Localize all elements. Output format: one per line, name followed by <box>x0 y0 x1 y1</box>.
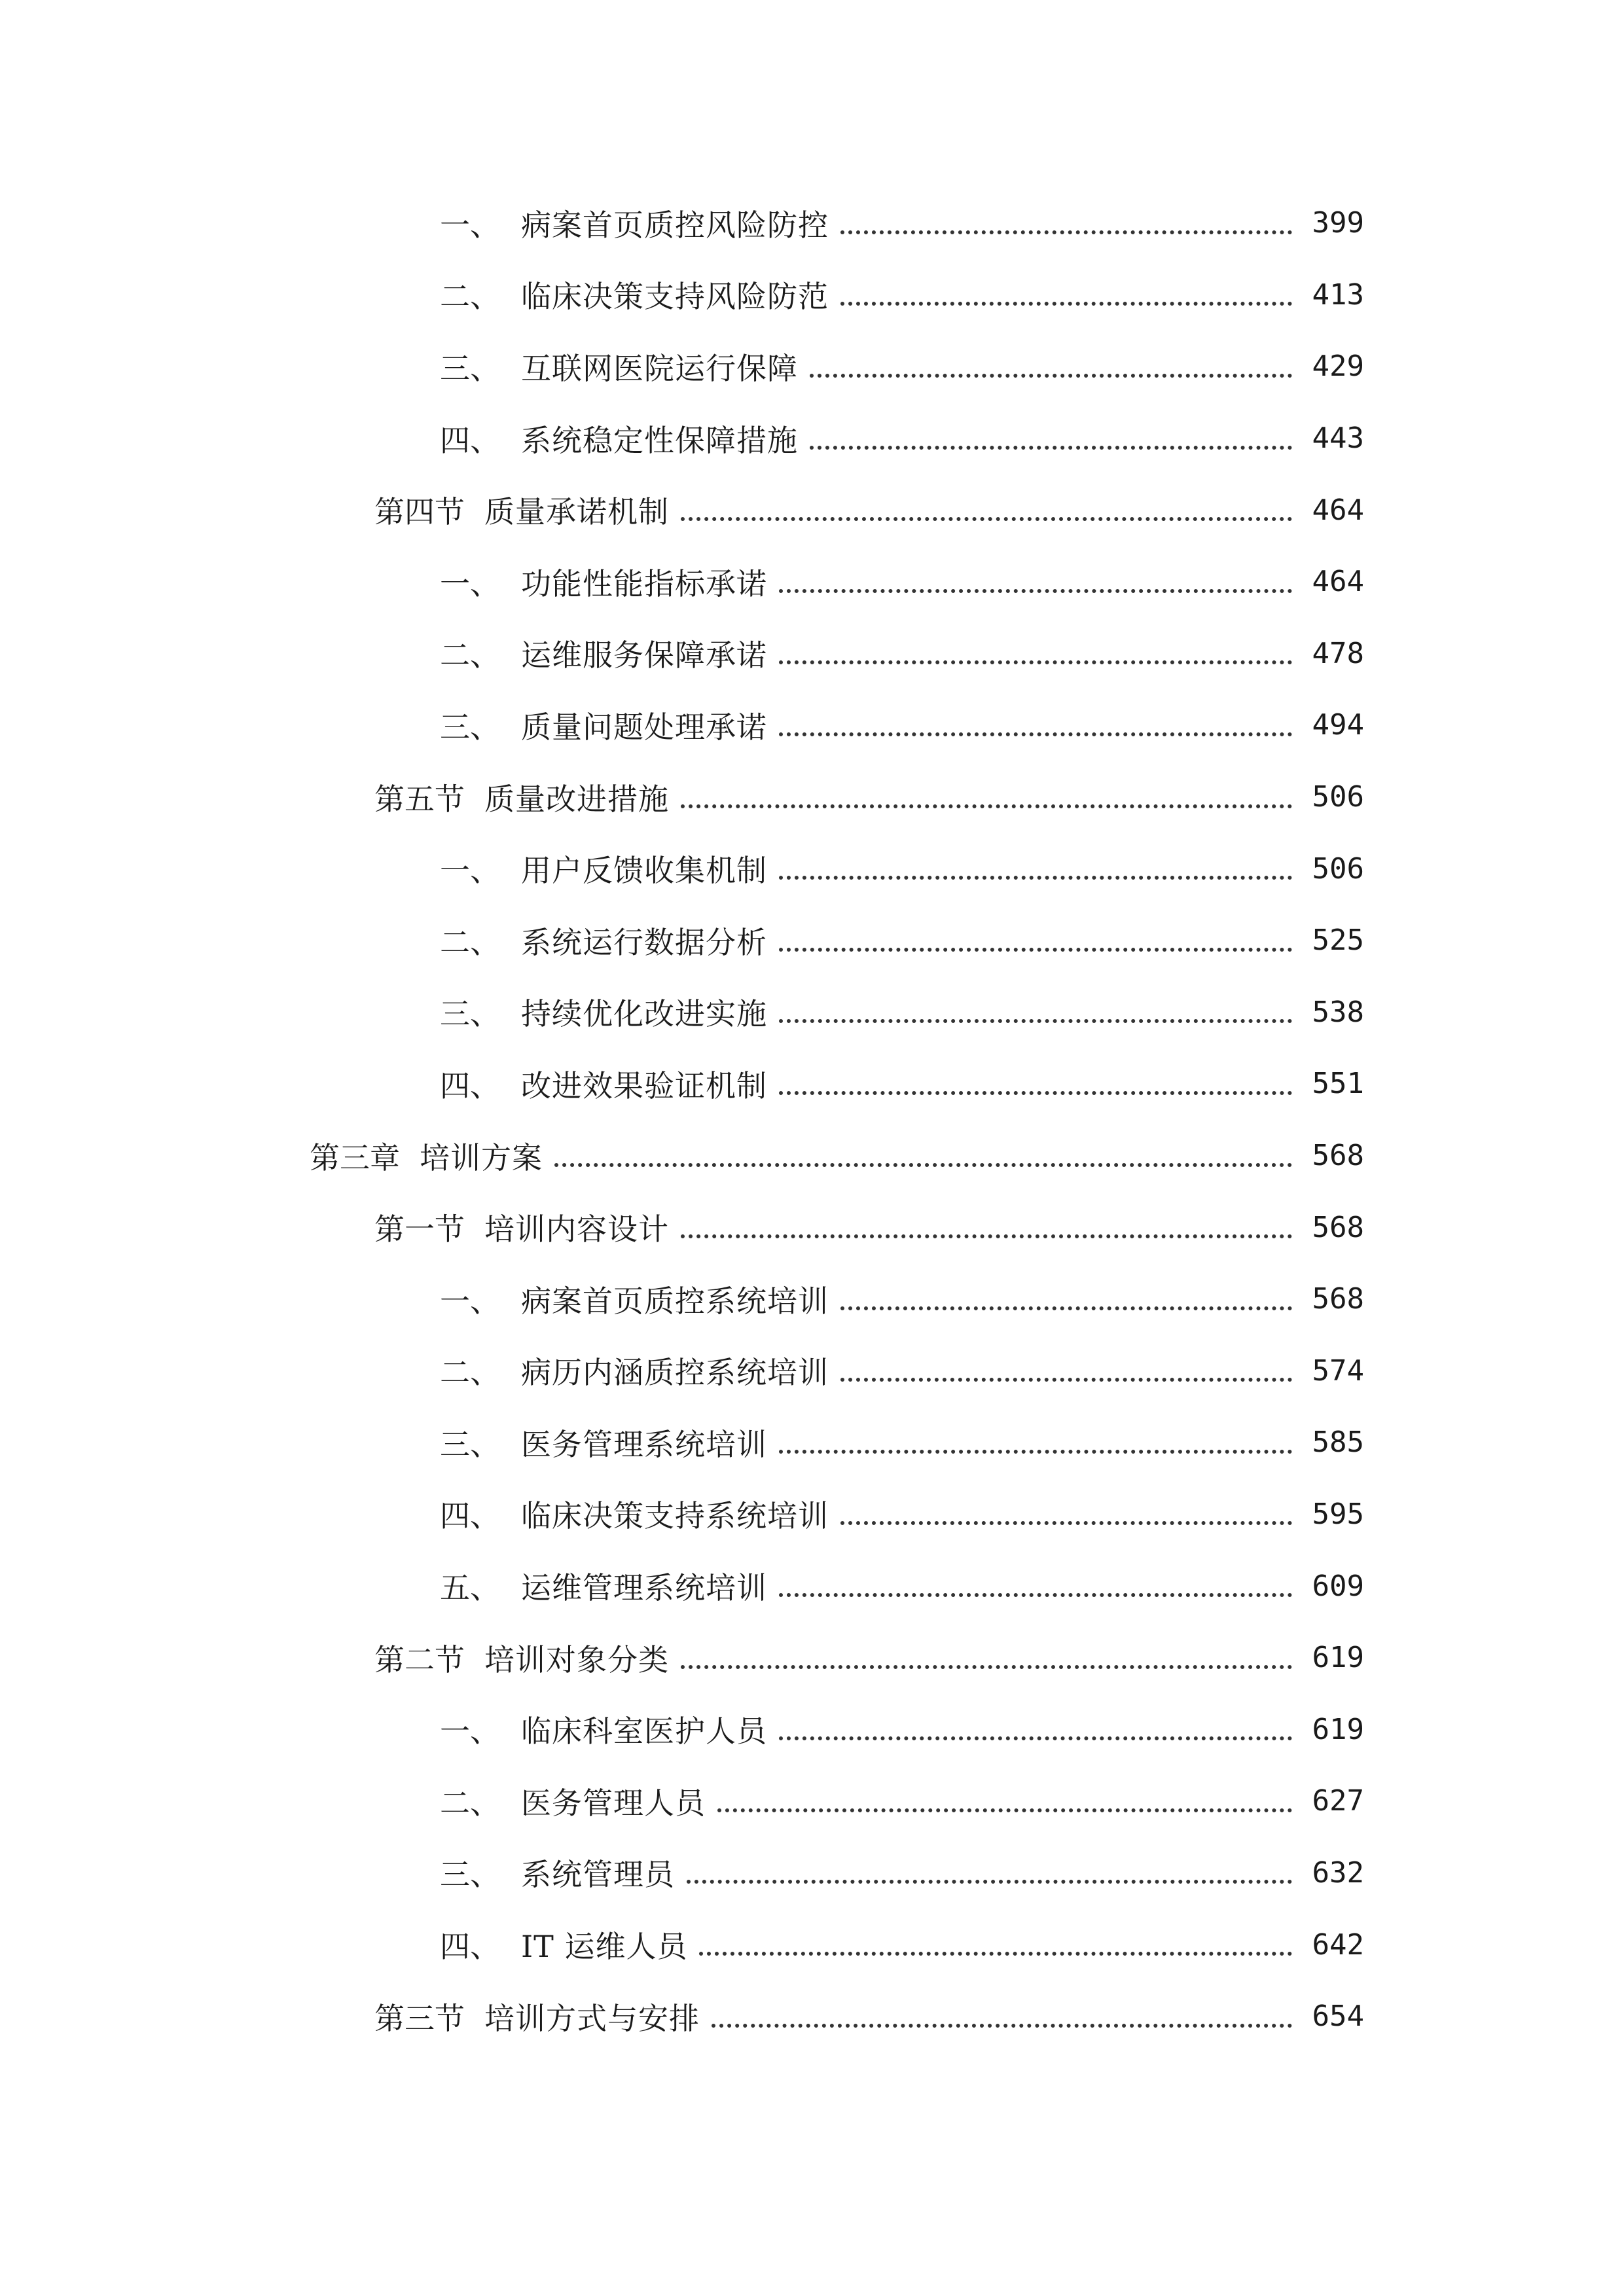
toc-entry-title: 质量改进措施 <box>484 781 669 817</box>
toc-page-number: 494 <box>1312 708 1364 742</box>
toc-entry-number: 二、 <box>440 1355 500 1391</box>
toc-dot-leader <box>554 1163 1292 1167</box>
toc-dot-leader <box>699 1952 1292 1956</box>
toc-dot-leader <box>779 1091 1292 1095</box>
toc-dot-leader <box>840 302 1292 306</box>
toc-page-number: 619 <box>1312 1712 1364 1746</box>
toc-entry <box>0 1693 1624 1765</box>
toc-entry <box>0 1765 1624 1837</box>
toc-entry <box>0 761 1624 833</box>
toc-entry-title: 培训方式与安排 <box>484 2000 700 2036</box>
toc-dot-leader <box>717 1808 1292 1812</box>
toc-page-number: 506 <box>1312 852 1364 886</box>
toc-entry-number: 第五节 <box>374 781 465 817</box>
toc-entry-number: 二、 <box>440 1785 500 1821</box>
toc-entry-title: IT 运维人员 <box>521 1929 688 1965</box>
toc-entry-title: 培训内容设计 <box>484 1211 669 1247</box>
toc-entry <box>0 1120 1624 1192</box>
toc-dot-leader <box>779 1450 1292 1454</box>
toc-page-number: 429 <box>1312 350 1364 384</box>
toc-entry <box>0 618 1624 690</box>
toc-entry-number: 一、 <box>440 207 500 243</box>
toc-page-number: 609 <box>1312 1569 1364 1603</box>
toc-entry-title: 用户反馈收集机制 <box>521 853 767 889</box>
toc-entry-number: 二、 <box>440 279 500 315</box>
toc-dot-leader <box>687 1880 1292 1884</box>
toc-entry <box>0 187 1624 259</box>
toc-page-number: 627 <box>1312 1784 1364 1818</box>
toc-dot-leader <box>681 1234 1292 1238</box>
toc-dot-leader <box>840 230 1292 234</box>
toc-page-number: 551 <box>1312 1067 1364 1101</box>
toc-entry <box>0 833 1624 905</box>
toc-page-number: 642 <box>1312 1928 1364 1962</box>
toc-entry-title: 互联网医院运行保障 <box>521 350 798 386</box>
toc-entry-number: 五、 <box>440 1570 500 1606</box>
toc-page-number: 574 <box>1312 1354 1364 1388</box>
toc-dot-leader <box>712 2024 1292 2028</box>
toc-entry <box>0 977 1624 1049</box>
toc-page-number: 619 <box>1312 1641 1364 1675</box>
toc-dot-leader <box>840 1521 1292 1525</box>
toc-entry-title: 病案首页质控风险防控 <box>521 207 829 243</box>
toc-entry <box>0 1048 1624 1120</box>
toc-entry <box>0 1837 1624 1909</box>
toc-entry-number: 第一节 <box>374 1211 465 1247</box>
toc-entry-title: 质量承诺机制 <box>484 494 669 530</box>
toc-dot-leader <box>779 660 1292 664</box>
toc-page-number: 443 <box>1312 422 1364 456</box>
toc-entry-number: 一、 <box>440 565 500 601</box>
toc-entry <box>0 259 1624 331</box>
toc-page-number: 464 <box>1312 493 1364 527</box>
toc-page-number: 464 <box>1312 565 1364 599</box>
toc-entry <box>0 905 1624 977</box>
toc-entry-number: 三、 <box>440 1857 500 1893</box>
toc-entry-number: 三、 <box>440 996 500 1032</box>
toc-entry-title: 病历内涵质控系统培训 <box>521 1355 829 1391</box>
toc-entry-number: 三、 <box>440 350 500 386</box>
toc-entry-title: 医务管理人员 <box>521 1785 706 1821</box>
toc-entry-number: 第三节 <box>374 2000 465 2036</box>
toc-entry-title: 培训方案 <box>420 1139 543 1175</box>
toc-entry <box>0 1335 1624 1407</box>
toc-page-number: 654 <box>1312 2000 1364 2034</box>
toc-entry-number: 一、 <box>440 853 500 889</box>
toc-entry <box>0 1981 1624 2053</box>
toc-entry-number: 一、 <box>440 1283 500 1319</box>
toc-dot-leader <box>779 1736 1292 1740</box>
toc-page-number: 568 <box>1312 1139 1364 1173</box>
toc-entry-number: 四、 <box>440 422 500 458</box>
toc-page-number: 478 <box>1312 636 1364 670</box>
toc-entry-number: 三、 <box>440 1426 500 1462</box>
toc-entry <box>0 331 1624 403</box>
toc-entry <box>0 546 1624 618</box>
toc-page-number: 538 <box>1312 995 1364 1029</box>
toc-entry-title: 病案首页质控系统培训 <box>521 1283 829 1319</box>
toc-entry-title: 质量问题处理承诺 <box>521 709 767 745</box>
toc-entry-title: 系统稳定性保障措施 <box>521 422 798 458</box>
toc-entry <box>0 1550 1624 1622</box>
toc-dot-leader <box>779 1593 1292 1597</box>
toc-entry <box>0 1407 1624 1479</box>
toc-page-number: 506 <box>1312 780 1364 814</box>
toc-entry <box>0 1263 1624 1335</box>
toc-page-number: 585 <box>1312 1426 1364 1460</box>
toc-entry-number: 第三章 <box>310 1139 400 1175</box>
toc-entry <box>0 474 1624 546</box>
toc-entry-number: 四、 <box>440 1929 500 1965</box>
toc-dot-leader <box>779 732 1292 736</box>
toc-entry-title: 运维管理系统培训 <box>521 1570 767 1606</box>
toc-entry-title: 培训对象分类 <box>484 1641 669 1677</box>
toc-entry-title: 系统管理员 <box>521 1857 675 1893</box>
toc-entry-number: 四、 <box>440 1067 500 1103</box>
toc-dot-leader <box>810 446 1292 450</box>
toc-dot-leader <box>779 589 1292 593</box>
toc-entry-title: 临床决策支持风险防范 <box>521 279 829 315</box>
toc-entry-title: 医务管理系统培训 <box>521 1426 767 1462</box>
toc-entry-title: 临床决策支持系统培训 <box>521 1498 829 1534</box>
toc-entry <box>0 1191 1624 1263</box>
toc-entry <box>0 1479 1624 1551</box>
toc-page-number: 568 <box>1312 1210 1364 1244</box>
toc-page-number: 632 <box>1312 1856 1364 1890</box>
toc-page-number: 595 <box>1312 1497 1364 1531</box>
toc-entry-number: 一、 <box>440 1713 500 1749</box>
toc-entry-number: 四、 <box>440 1498 500 1534</box>
toc-page-number: 399 <box>1312 206 1364 240</box>
toc-dot-leader <box>840 1378 1292 1382</box>
toc-page-number: 525 <box>1312 924 1364 958</box>
toc-dot-leader <box>681 1665 1292 1669</box>
toc-dot-leader <box>681 517 1292 521</box>
toc-entry <box>0 1622 1624 1694</box>
toc-entry-title: 系统运行数据分析 <box>521 924 767 960</box>
table-of-contents <box>0 187 1624 2052</box>
toc-entry-title: 临床科室医护人员 <box>521 1713 767 1749</box>
toc-entry-title: 持续优化改进实施 <box>521 996 767 1032</box>
toc-dot-leader <box>840 1306 1292 1310</box>
toc-dot-leader <box>779 1019 1292 1023</box>
toc-entry-number: 第四节 <box>374 494 465 530</box>
toc-entry-number: 二、 <box>440 637 500 673</box>
toc-page-number: 413 <box>1312 278 1364 312</box>
toc-entry-number: 第二节 <box>374 1641 465 1677</box>
toc-entry-title: 功能性能指标承诺 <box>521 565 767 601</box>
toc-dot-leader <box>810 374 1292 378</box>
toc-dot-leader <box>681 804 1292 808</box>
toc-page-number: 568 <box>1312 1282 1364 1316</box>
toc-entry-title: 改进效果验证机制 <box>521 1067 767 1103</box>
toc-entry-number: 三、 <box>440 709 500 745</box>
toc-entry-number: 二、 <box>440 924 500 960</box>
toc-entry <box>0 1909 1624 1981</box>
toc-dot-leader <box>779 876 1292 880</box>
toc-entry <box>0 403 1624 475</box>
toc-entry <box>0 689 1624 761</box>
toc-dot-leader <box>779 948 1292 952</box>
toc-entry-title: 运维服务保障承诺 <box>521 637 767 673</box>
